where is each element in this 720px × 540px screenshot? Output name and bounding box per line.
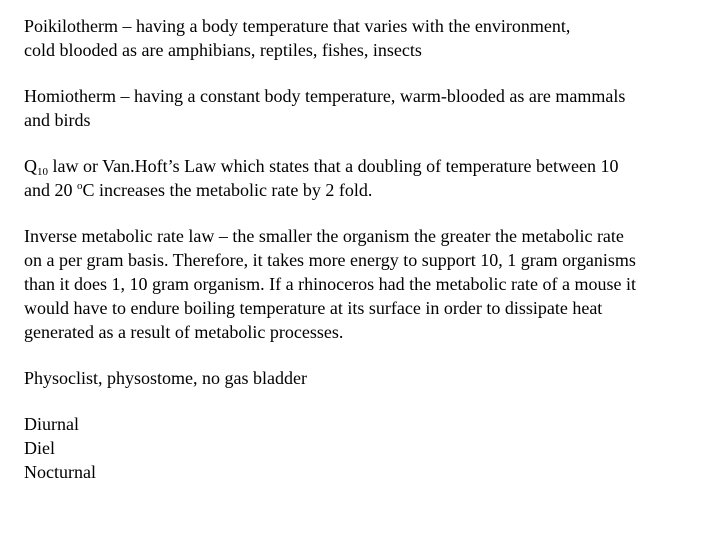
text-line: Poikilotherm – having a body temperature that varies with the environment, xyxy=(24,16,571,36)
text-line: Inverse metabolic rate law – the smaller the organism the greater the metabolic rate xyxy=(24,226,624,246)
paragraph-gas-bladder xyxy=(24,366,714,390)
paragraph-spacer xyxy=(24,344,714,366)
text-line: than it does 1, 10 gram organism. If a rhinoceros had the metabolic rate of a mouse it xyxy=(24,274,636,294)
text-line: would have to endure boiling temperature at its surface in order to dissipate heat xyxy=(24,298,603,318)
q-subscript: 10 xyxy=(37,166,48,178)
paragraph-homiotherm xyxy=(24,84,714,132)
text-line xyxy=(24,154,714,178)
paragraph-spacer xyxy=(24,62,714,84)
paragraph-spacer xyxy=(24,132,714,154)
text-line: cold blooded as are amphibians, reptiles, fishes, insects xyxy=(24,40,422,60)
paragraph-activity-patterns xyxy=(24,412,714,484)
text-line: and birds xyxy=(24,110,91,130)
text-line: Diel xyxy=(24,438,55,458)
paragraph-spacer xyxy=(24,390,714,412)
paragraph-poikilotherm xyxy=(24,14,714,62)
paragraph-spacer xyxy=(24,202,714,224)
text-line: Physoclist, physostome, no gas bladder xyxy=(24,368,307,388)
q10-line2-text: C increases the metabolic rate by 2 fold. xyxy=(82,180,373,200)
text-line xyxy=(24,178,714,202)
text-line: Homiotherm – having a constant body temperature, warm-blooded as are mammals xyxy=(24,86,626,106)
text-line: on a per gram basis. Therefore, it takes more energy to support 10, 1 gram organisms xyxy=(24,250,636,270)
q10-line1-text: law or Van.Hoft’s Law which states that a doubling of temperature between 10 xyxy=(48,156,619,176)
text-line: generated as a result of metabolic processes. xyxy=(24,322,344,342)
text-line: Diurnal xyxy=(24,414,79,434)
degree-superscript: o xyxy=(77,180,83,192)
document-page xyxy=(24,14,714,484)
q10-line2-start: and 20 xyxy=(24,180,77,200)
paragraph-inverse-metabolic xyxy=(24,224,714,344)
paragraph-q10-law xyxy=(24,154,714,202)
text-line: Nocturnal xyxy=(24,462,96,482)
q-letter: Q xyxy=(24,156,37,176)
